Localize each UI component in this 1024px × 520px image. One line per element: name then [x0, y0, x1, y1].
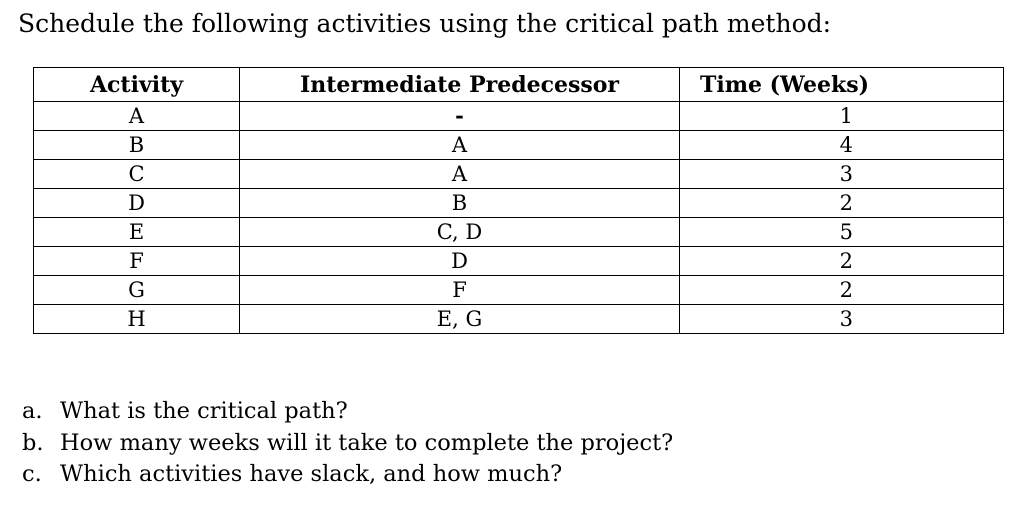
header-activity: Activity — [34, 68, 240, 102]
header-time: Time (Weeks) — [680, 68, 1004, 102]
activity-cell: H — [34, 305, 240, 334]
activity-cell: G — [34, 276, 240, 305]
table-row — [34, 247, 1004, 276]
question-text: Which activities have slack, and how much? — [60, 461, 563, 487]
table-row — [34, 218, 1004, 247]
activity-cell: D — [34, 189, 240, 218]
table-row — [34, 305, 1004, 334]
page-heading: Schedule the following activities using the critical path method: — [18, 9, 832, 38]
time-cell: 3 — [680, 160, 1004, 189]
table-row — [34, 160, 1004, 189]
activity-cell: F — [34, 247, 240, 276]
question-item — [22, 396, 673, 428]
predecessor-cell: A — [240, 160, 680, 189]
time-cell: 5 — [680, 218, 1004, 247]
time-cell: 2 — [680, 276, 1004, 305]
table-row — [34, 131, 1004, 160]
predecessor-cell: E, G — [240, 305, 680, 334]
time-cell: 2 — [680, 189, 1004, 218]
table-header-row — [34, 68, 1004, 102]
question-marker: c. — [22, 461, 42, 487]
table-row — [34, 102, 1004, 131]
predecessor-cell: B — [240, 189, 680, 218]
time-cell: 2 — [680, 247, 1004, 276]
question-list — [22, 396, 673, 491]
predecessor-cell: - — [240, 102, 680, 131]
predecessor-cell: A — [240, 131, 680, 160]
question-marker: a. — [22, 398, 43, 424]
activity-cell: B — [34, 131, 240, 160]
time-cell: 3 — [680, 305, 1004, 334]
table-row — [34, 276, 1004, 305]
header-predecessor: Intermediate Predecessor — [240, 68, 680, 102]
question-text: How many weeks will it take to complete the project? — [60, 429, 674, 456]
question-marker: b. — [22, 429, 44, 456]
activity-cell: C — [34, 160, 240, 189]
predecessor-cell: C, D — [240, 218, 680, 247]
question-item — [22, 459, 673, 491]
question-text: What is the critical path? — [60, 398, 348, 424]
time-cell: 1 — [680, 102, 1004, 131]
question-item — [22, 428, 673, 460]
activity-table — [33, 67, 1004, 334]
time-cell: 4 — [680, 131, 1004, 160]
predecessor-cell: D — [240, 247, 680, 276]
activity-cell: E — [34, 218, 240, 247]
predecessor-cell: F — [240, 276, 680, 305]
activity-cell: A — [34, 102, 240, 131]
table-row — [34, 189, 1004, 218]
